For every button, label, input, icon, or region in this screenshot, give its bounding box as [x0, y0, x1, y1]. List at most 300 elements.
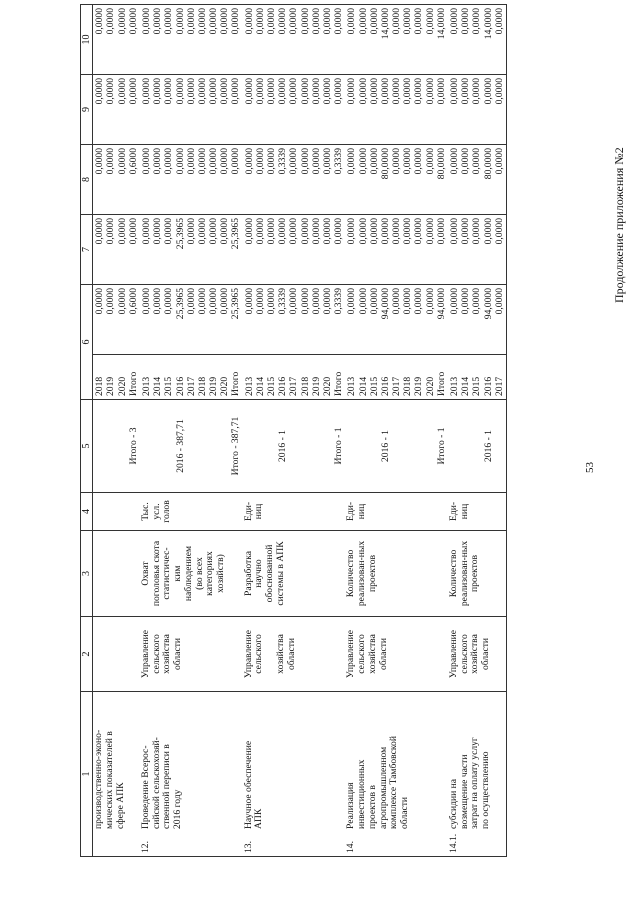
amount-value: 0,0000: [391, 218, 403, 245]
year-label: Итого: [127, 371, 139, 396]
name-line: комплексе Тамбовской: [388, 736, 400, 829]
executor-line: области: [285, 637, 297, 671]
amount-value: 0,0000: [266, 8, 277, 35]
amount-value: 0,0000: [413, 288, 425, 315]
amount-value: 0,0000: [277, 218, 289, 245]
continuation-title: Продолжение приложения №2: [612, 147, 626, 303]
spacer: [358, 403, 369, 489]
year-label: 2013: [449, 376, 460, 396]
cell-c11: [93, 5, 140, 75]
year-label: 2016: [174, 376, 186, 396]
amount-value: 0,0000: [333, 8, 345, 35]
amount-value: 0,0000: [379, 78, 391, 105]
year-label: 2018: [299, 376, 311, 396]
spacer: [449, 403, 460, 489]
amount-value: 0,0000: [449, 78, 460, 105]
amount-value: 0,0000: [424, 218, 436, 245]
amount-value: 0,0000: [449, 8, 460, 35]
amount-value: 0,0000: [413, 148, 425, 175]
cell-indicator: [243, 531, 346, 617]
term-line: [208, 403, 219, 489]
amount-value: 0,0000: [449, 218, 460, 245]
name-line: мических показателей в: [103, 731, 115, 829]
amount-value: 0,0000: [460, 218, 472, 245]
executor-line: Управление: [242, 629, 254, 679]
amount-value: 0,0000: [346, 8, 358, 35]
amount-value: 0,0000: [471, 78, 483, 105]
row-number: 13.: [242, 841, 254, 853]
amount-value: 25,3965: [174, 218, 186, 250]
amount-value: 0,0000: [493, 148, 505, 175]
name-line: затрат на оплату услуг: [469, 737, 481, 829]
amount-value: 0,0000: [196, 148, 208, 175]
table-row: [243, 5, 346, 857]
cell-indicator: [140, 531, 243, 617]
amount-value: 0,0000: [116, 78, 128, 105]
spacer: [105, 403, 116, 489]
amount-value: 0,0000: [174, 8, 186, 35]
spacer: [266, 403, 277, 489]
amount-value: 0,0000: [368, 8, 380, 35]
amount-value: 0,0000: [288, 78, 300, 105]
amount-value: 0,0000: [185, 218, 197, 245]
cell-executor: [243, 617, 346, 692]
unit-line: Тыс.: [139, 502, 151, 521]
cell-c7: [345, 285, 448, 355]
cell-term: [140, 400, 243, 493]
spacer: [117, 403, 128, 489]
year-label: Итого: [435, 371, 447, 396]
year-label: 2019: [413, 376, 425, 396]
cell-executor: [448, 617, 506, 692]
amount-value: 0,0000: [208, 148, 220, 175]
amount-value: 0,0000: [230, 78, 242, 105]
amount-value: 0,0000: [321, 148, 333, 175]
amount-value: 0,0000: [288, 218, 300, 245]
amount-value: 0,0000: [140, 8, 152, 35]
amount-value: 80,0000: [482, 148, 494, 180]
amount-value: 0,0000: [299, 148, 311, 175]
amount-value: 0,0000: [152, 218, 164, 245]
executor-line: Управление: [345, 629, 357, 679]
indicator-line: Охват: [139, 561, 151, 586]
amount-value: 0,0000: [140, 148, 152, 175]
row-name: [94, 730, 126, 829]
cell-years: [243, 355, 346, 400]
program-table: [80, 4, 507, 857]
indicator-line: реализован-ных: [458, 540, 470, 607]
amount-value: 0,0000: [140, 218, 152, 245]
executor-line: области: [172, 637, 184, 671]
amount-value: 0,0000: [185, 8, 197, 35]
amount-value: 0,0000: [94, 78, 106, 105]
cell-term: [93, 400, 140, 493]
cell-c11: [243, 5, 346, 75]
amount-value: 0,0000: [368, 78, 380, 105]
amount-value: 0,0000: [163, 148, 175, 175]
header-col-10: 10: [81, 5, 93, 75]
amount-value: 0,3339: [333, 148, 345, 175]
amount-value: 0,0000: [254, 78, 266, 105]
cell-name: [243, 692, 346, 857]
amount-value: 0,0000: [471, 148, 483, 175]
term-line: [288, 403, 299, 489]
year-label: 2013: [346, 376, 358, 396]
cell-years: [93, 355, 140, 400]
term-line: [186, 403, 197, 489]
amount-value: 25,3965: [230, 288, 242, 320]
cell-c9: [448, 145, 506, 215]
name-line: ственной переписи в: [161, 744, 173, 829]
amount-value: 0,0000: [391, 8, 403, 35]
year-label: 2014: [357, 376, 369, 396]
indicator-line: хозяйств): [215, 554, 227, 593]
amount-value: 0,0000: [163, 288, 175, 315]
amount-value: 25,3965: [174, 288, 186, 320]
cell-c9: [93, 145, 140, 215]
amount-value: 0,0000: [402, 218, 414, 245]
term-line: [402, 403, 413, 489]
amount-value: 14,0000: [482, 8, 494, 40]
year-label: 2020: [219, 376, 231, 396]
indicator-line: системы в АПК: [274, 541, 286, 606]
amount-value: 0,0000: [413, 78, 425, 105]
year-label: 2019: [310, 376, 322, 396]
unit-line: ниц: [253, 503, 265, 520]
cell-c10: [93, 75, 140, 145]
term-line: Итого - 1: [435, 427, 447, 465]
amount-value: 0,0000: [449, 148, 460, 175]
cell-name: [140, 692, 243, 857]
amount-value: 0,0000: [127, 218, 139, 245]
amount-value: 0,0000: [460, 78, 472, 105]
year-label: 2017: [288, 376, 300, 396]
amount-value: 0,0000: [140, 78, 152, 105]
amount-value: 0,0000: [379, 218, 391, 245]
row-number: 14.1.: [448, 833, 459, 853]
amount-value: 0,0000: [127, 78, 139, 105]
cell-c11: [448, 5, 506, 75]
amount-value: 0,0000: [105, 288, 117, 315]
name-line: сфере АПК: [114, 782, 126, 829]
amount-value: 0,0000: [321, 218, 333, 245]
name-line: проектов в: [366, 785, 378, 829]
indicator-line: Разработка: [242, 551, 254, 596]
amount-value: 0,0000: [163, 218, 175, 245]
page-number: 53: [584, 462, 596, 473]
indicator-line: проектов: [469, 554, 481, 593]
executor-line: хозяйства: [366, 634, 378, 674]
unit-line: ниц: [356, 503, 368, 520]
amount-value: 0,0000: [346, 148, 358, 175]
amount-value: 0,0000: [299, 218, 311, 245]
amount-value: 0,0000: [94, 148, 106, 175]
amount-value: 0,0000: [243, 218, 255, 245]
amount-value: 0,0000: [254, 148, 266, 175]
amount-value: 0,0000: [243, 78, 255, 105]
amount-value: 0,0000: [254, 288, 266, 315]
indicator-line: проектов: [366, 554, 378, 593]
amount-value: 0,0000: [94, 218, 106, 245]
executor-line: сельского: [458, 634, 470, 674]
amount-value: 0,0000: [402, 148, 414, 175]
cell-c8: [448, 215, 506, 285]
amount-value: 0,0000: [391, 288, 403, 315]
amount-value: 0,0000: [435, 78, 447, 105]
year-label: 2018: [94, 376, 106, 396]
amount-value: 80,0000: [435, 148, 447, 180]
amount-value: 0,0000: [357, 8, 369, 35]
executor-line: области: [377, 637, 389, 671]
cell-c11: [140, 5, 243, 75]
name-line: инвестиционных: [356, 759, 368, 829]
cell-years: [448, 355, 506, 400]
unit-line: усл.: [150, 503, 162, 520]
amount-value: 0,0000: [482, 78, 494, 105]
amount-value: 0,0000: [208, 78, 220, 105]
amount-value: 0,0000: [266, 78, 277, 105]
amount-value: 0,0000: [185, 78, 197, 105]
term-line: [391, 403, 402, 489]
executor-line: сельского: [150, 634, 162, 674]
amount-value: 0,0000: [266, 288, 277, 315]
year-label: 2016: [277, 376, 289, 396]
spacer: [460, 403, 471, 489]
name-line: производственно-эконо-: [93, 729, 105, 829]
amount-value: 0,0000: [105, 8, 117, 35]
term-line: [425, 403, 436, 489]
cell-years: [140, 355, 243, 400]
header-col-2: 2: [81, 617, 93, 692]
cell-c10: [448, 75, 506, 145]
indicator-line: Количество: [448, 549, 459, 598]
term-line: 2016 - 387,71: [174, 419, 186, 473]
indicator-line: статистичес-: [161, 547, 173, 600]
executor-line: хозяйства: [161, 634, 173, 674]
amount-value: 0,0000: [310, 288, 322, 315]
amount-value: 0,0000: [116, 8, 128, 35]
header-col-4: 4: [81, 493, 93, 531]
cell-unit: [345, 493, 448, 531]
cell-indicator: [448, 531, 506, 617]
year-label: 2017: [493, 376, 505, 396]
unit-line: Еди-: [242, 501, 254, 522]
spacer: [94, 403, 105, 489]
amount-value: 0,0000: [471, 218, 483, 245]
year-label: 2014: [254, 376, 266, 396]
indicator-line: Количество: [345, 549, 357, 598]
cell-c8: [243, 215, 346, 285]
executor-line: сельского: [356, 634, 368, 674]
amount-value: 0,0000: [185, 288, 197, 315]
amount-value: 0,0000: [435, 218, 447, 245]
name-line: АПК: [253, 808, 265, 829]
year-label: 2018: [402, 376, 414, 396]
executor-line: хозяйства: [469, 634, 481, 674]
amount-value: 0,0000: [208, 218, 220, 245]
cell-executor: [140, 617, 243, 692]
spacer: [244, 403, 255, 489]
year-label: 2016: [482, 376, 494, 396]
cell-c10: [140, 75, 243, 145]
indicator-line: реализован-ных: [356, 540, 368, 607]
amount-value: 0,0000: [321, 78, 333, 105]
header-col-3: 3: [81, 531, 93, 617]
cell-indicator: [345, 531, 448, 617]
amount-value: 0,0000: [116, 218, 128, 245]
amount-value: 0,0000: [310, 218, 322, 245]
indicator-line: поголовья скота: [150, 540, 162, 607]
amount-value: 0,0000: [357, 288, 369, 315]
cell-term: [243, 400, 346, 493]
row-number: 12.: [139, 841, 151, 853]
amount-value: 0,0000: [299, 78, 311, 105]
amount-value: 0,0000: [413, 218, 425, 245]
amount-value: 0,0000: [460, 148, 472, 175]
cell-c7: [140, 285, 243, 355]
name-line: агропромышленном: [377, 746, 389, 829]
amount-value: 0,0000: [471, 288, 483, 315]
amount-value: 0,0000: [219, 148, 231, 175]
amount-value: 0,0000: [196, 288, 208, 315]
cell-c9: [243, 145, 346, 215]
amount-value: 94,0000: [435, 288, 447, 320]
header-col-8: 8: [81, 145, 93, 215]
amount-value: 0,0000: [208, 288, 220, 315]
row-number: 14.: [345, 841, 357, 853]
amount-value: 0,0000: [185, 148, 197, 175]
cell-executor: [345, 617, 448, 692]
amount-value: 0,0000: [310, 148, 322, 175]
header-col-1: 1: [81, 692, 93, 857]
amount-value: 0,0000: [413, 8, 425, 35]
cell-name: [345, 692, 448, 857]
amount-value: 0,0000: [152, 148, 164, 175]
amount-value: 0,0000: [368, 218, 380, 245]
name-line: 2016 году: [172, 789, 184, 829]
name-line: возмещение части: [458, 754, 470, 829]
term-line: 2016 - 1: [379, 430, 391, 462]
amount-value: 0,0000: [243, 288, 255, 315]
amount-value: 0,0000: [116, 288, 128, 315]
spacer: [163, 403, 174, 489]
unit-line: голов: [161, 500, 173, 523]
amount-value: 0,0000: [254, 8, 266, 35]
header-col-5: 5: [81, 400, 93, 493]
amount-value: 0,0000: [424, 8, 436, 35]
amount-value: 0,0000: [357, 148, 369, 175]
year-label: 2018: [196, 376, 208, 396]
amount-value: 0,0000: [449, 288, 460, 315]
term-line: [311, 403, 322, 489]
executor-line: сельского: [253, 634, 265, 674]
amount-value: 0,0000: [94, 8, 106, 35]
year-label: 2013: [140, 376, 152, 396]
amount-value: 0,3339: [277, 288, 289, 315]
cell-c8: [345, 215, 448, 285]
amount-value: 0,0000: [424, 78, 436, 105]
amount-value: 0,0000: [174, 148, 186, 175]
year-label: 2013: [243, 376, 255, 396]
table-row: [140, 5, 243, 857]
header-col-7: 7: [81, 215, 93, 285]
amount-value: 0,0000: [346, 218, 358, 245]
spacer: [346, 403, 357, 489]
amount-value: 0,0000: [127, 8, 139, 35]
amount-value: 0,0000: [230, 148, 242, 175]
name-line: субсидии на: [448, 778, 459, 829]
year-label: 2016: [379, 376, 391, 396]
indicator-line: научно: [253, 559, 265, 588]
row-name: [449, 737, 492, 829]
amount-value: 0,0000: [288, 288, 300, 315]
amount-value: 0,3339: [277, 148, 289, 175]
term-line: [300, 403, 311, 489]
amount-value: 0,0000: [391, 78, 403, 105]
year-label: Итого: [333, 371, 345, 396]
amount-value: 0,0000: [299, 8, 311, 35]
cell-c9: [345, 145, 448, 215]
executor-line: хозяйства: [274, 634, 286, 674]
amount-value: 0,0000: [266, 218, 277, 245]
amount-value: 0,0000: [152, 78, 164, 105]
amount-value: 0,0000: [243, 148, 255, 175]
amount-value: 0,6000: [127, 288, 139, 315]
amount-value: 94,0000: [482, 288, 494, 320]
amount-value: 0,0000: [277, 78, 289, 105]
amount-value: 0,0000: [357, 78, 369, 105]
cell-name: [448, 692, 506, 857]
term-line: [219, 403, 230, 489]
cell-term: [448, 400, 506, 493]
name-line: Проведение Всерос-: [139, 745, 151, 829]
amount-value: 0,0000: [196, 8, 208, 35]
amount-value: 0,0000: [219, 78, 231, 105]
header-row: [81, 5, 93, 857]
amount-value: 0,0000: [471, 8, 483, 35]
amount-value: 0,0000: [310, 78, 322, 105]
amount-value: 0,0000: [152, 8, 164, 35]
amount-value: 0,0000: [152, 288, 164, 315]
cell-unit: [93, 493, 140, 531]
amount-value: 0,0000: [321, 288, 333, 315]
amount-value: 0,0000: [140, 288, 152, 315]
amount-value: 0,0000: [94, 288, 106, 315]
executor-line: области: [480, 637, 492, 671]
cell-c11: [345, 5, 448, 75]
amount-value: 94,0000: [379, 288, 391, 320]
amount-value: 0,0000: [346, 288, 358, 315]
amount-value: 0,0000: [493, 218, 505, 245]
cell-c7: [243, 285, 346, 355]
cell-c10: [345, 75, 448, 145]
amount-value: 0,0000: [402, 288, 414, 315]
name-line: Реализация: [345, 782, 357, 829]
table-row: [448, 5, 506, 857]
row-name: [244, 741, 265, 829]
unit-line: ниц: [458, 503, 470, 520]
spacer: [152, 403, 163, 489]
cell-c9: [140, 145, 243, 215]
cell-years: [345, 355, 448, 400]
name-line: сийской сельскохозяй-: [150, 737, 162, 829]
year-label: 2015: [266, 376, 277, 396]
amount-value: 14,0000: [379, 8, 391, 40]
table-body: [93, 5, 507, 857]
amount-value: 0,0000: [230, 8, 242, 35]
year-label: 2020: [424, 376, 436, 396]
amount-value: 0,0000: [310, 8, 322, 35]
